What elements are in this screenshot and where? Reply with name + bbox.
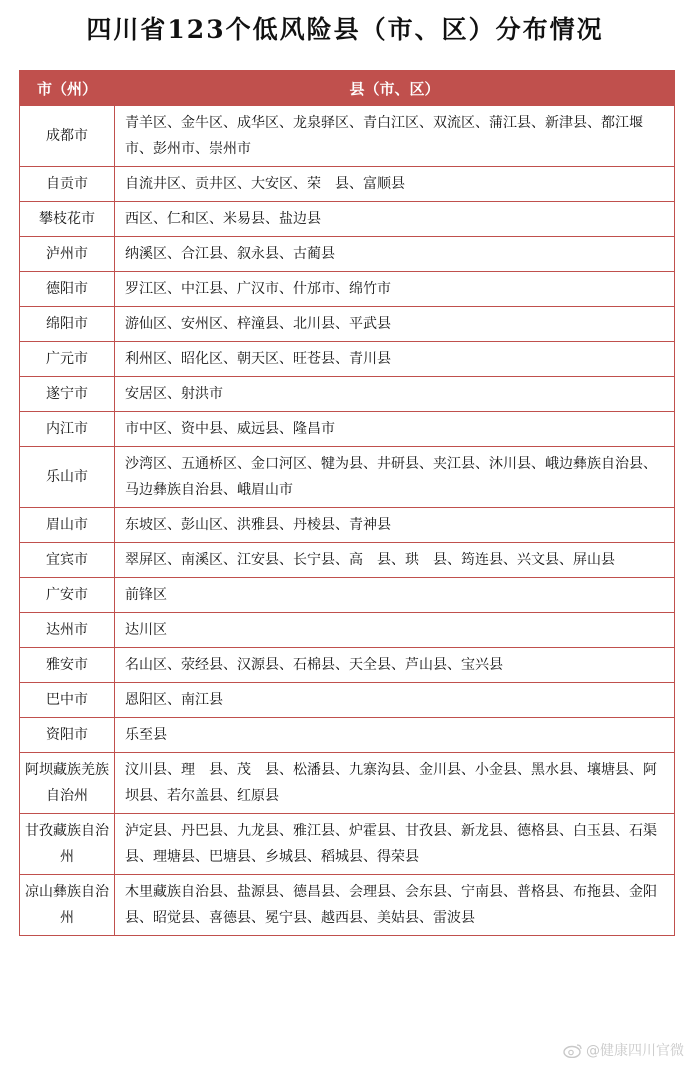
counties-cell: 罗江区、中江县、广汉市、什邡市、绵竹市 [115,272,675,307]
distribution-table-container [19,70,674,936]
city-cell: 巴中市 [20,683,115,718]
city-cell: 眉山市 [20,508,115,543]
city-cell: 成都市 [20,106,115,167]
distribution-table [19,70,675,936]
counties-cell: 西区、仁和区、米易县、盐边县 [115,202,675,237]
city-cell: 攀枝花市 [20,202,115,237]
counties-cell: 泸定县、丹巴县、九龙县、雅江县、炉霍县、甘孜县、新龙县、德格县、白玉县、石渠县、理塘县、巴塘县、乡城县、稻城县、得荣县 [115,814,675,875]
table-body [20,106,675,936]
table-row [20,718,675,753]
table-row [20,814,675,875]
counties-cell: 东坡区、彭山区、洪雅县、丹棱县、青神县 [115,508,675,543]
table-row [20,578,675,613]
counties-cell: 前锋区 [115,578,675,613]
table-row [20,648,675,683]
counties-cell: 利州区、昭化区、朝天区、旺苍县、青川县 [115,342,675,377]
city-cell: 达州市 [20,613,115,648]
counties-cell: 纳溪区、合江县、叙永县、古蔺县 [115,237,675,272]
table-row [20,683,675,718]
table-row [20,508,675,543]
city-cell: 绵阳市 [20,307,115,342]
table-row [20,753,675,814]
counties-cell: 青羊区、金牛区、成华区、龙泉驿区、青白江区、双流区、蒲江县、新津县、都江堰市、彭州市、崇州市 [115,106,675,167]
table-row [20,106,675,167]
counties-cell: 恩阳区、南江县 [115,683,675,718]
weibo-icon [563,1043,583,1058]
city-cell: 遂宁市 [20,377,115,412]
table-row [20,272,675,307]
table-row [20,412,675,447]
table-row [20,875,675,936]
counties-cell: 沙湾区、五通桥区、金口河区、犍为县、井研县、夹江县、沐川县、峨边彝族自治县、马边彝族自治县、峨眉山市 [115,447,675,508]
city-cell: 广元市 [20,342,115,377]
counties-cell: 安居区、射洪市 [115,377,675,412]
city-cell: 德阳市 [20,272,115,307]
counties-cell: 乐至县 [115,718,675,753]
table-row [20,613,675,648]
city-cell: 甘孜藏族自治州 [20,814,115,875]
city-cell: 凉山彝族自治州 [20,875,115,936]
header-counties: 县（市、区） [115,71,675,106]
table-row [20,307,675,342]
table-row [20,237,675,272]
counties-cell: 游仙区、安州区、梓潼县、北川县、平武县 [115,307,675,342]
city-cell: 泸州市 [20,237,115,272]
city-cell: 雅安市 [20,648,115,683]
table-row [20,377,675,412]
table-row [20,543,675,578]
table-row [20,167,675,202]
city-cell: 阿坝藏族羌族自治州 [20,753,115,814]
city-cell: 宜宾市 [20,543,115,578]
counties-cell: 木里藏族自治县、盐源县、德昌县、会理县、会东县、宁南县、普格县、布拖县、金阳县、昭觉县、喜德县、冕宁县、越西县、美姑县、雷波县 [115,875,675,936]
table-row [20,342,675,377]
city-cell: 乐山市 [20,447,115,508]
header-city: 市（州） [20,71,115,106]
city-cell: 资阳市 [20,718,115,753]
city-cell: 内江市 [20,412,115,447]
counties-cell: 翠屏区、南溪区、江安县、长宁县、高 县、珙 县、筠连县、兴文县、屏山县 [115,543,675,578]
counties-cell: 汶川县、理 县、茂 县、松潘县、九寨沟县、金川县、小金县、黑水县、壤塘县、阿坝县、若尔盖县、红原县 [115,753,675,814]
counties-cell: 达川区 [115,613,675,648]
table-row [20,202,675,237]
table-row [20,447,675,508]
watermark [563,1040,684,1060]
counties-cell: 市中区、资中县、威远县、隆昌市 [115,412,675,447]
watermark-text: @健康四川官微 [586,1043,684,1059]
city-cell: 自贡市 [20,167,115,202]
table-header-row [20,71,675,106]
page-title: 四川省123个低风险县（市、区）分布情况 [86,15,604,44]
counties-cell: 名山区、荥经县、汉源县、石棉县、天全县、芦山县、宝兴县 [115,648,675,683]
counties-cell: 自流井区、贡井区、大安区、荣 县、富顺县 [115,167,675,202]
city-cell: 广安市 [20,578,115,613]
